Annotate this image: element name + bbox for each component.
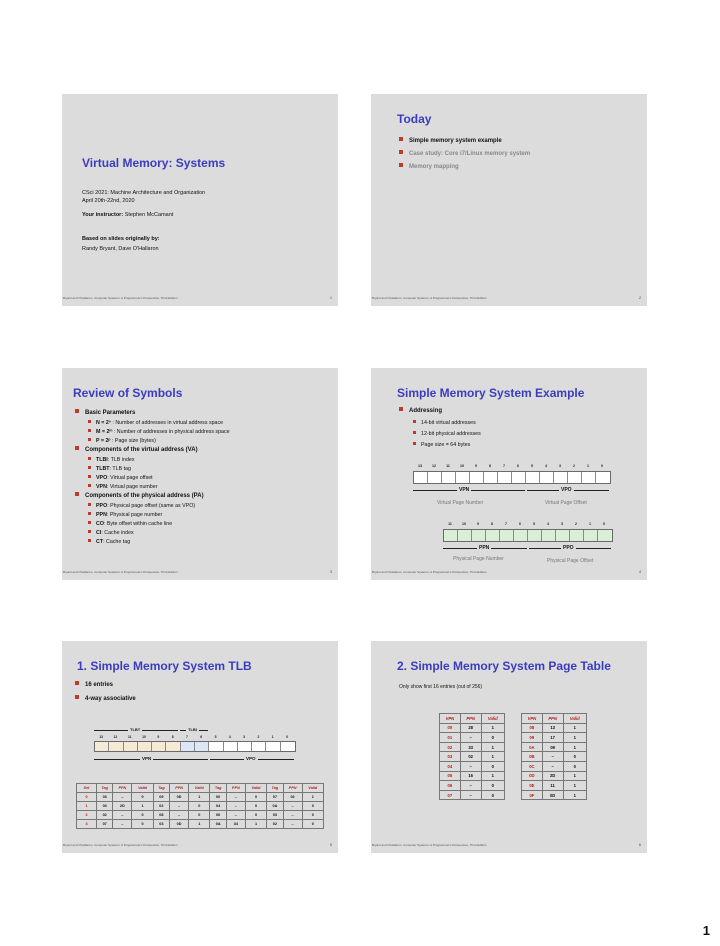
page-table-row: 0A 09 1	[522, 742, 587, 752]
slide-3	[62, 368, 338, 580]
tlb-row: 0 03 – 0 09 0D 1 00 – 0 07 02 1	[77, 793, 324, 802]
page-table-row: 05 16 1	[440, 771, 505, 781]
page-table-row: 08 13 1	[522, 723, 587, 733]
slide-title: Simple Memory System Example	[397, 386, 585, 400]
slide-number: 5	[330, 843, 332, 847]
page-table-row: 0F 0D 1	[522, 790, 587, 800]
vpo-long-label: Virtual Page Offset	[545, 500, 587, 506]
slide-number: 3	[330, 570, 332, 574]
tlb-item: 16 entries	[75, 682, 113, 688]
slide-1	[62, 94, 338, 306]
tlb-row: 3 07 – 0 03 0D 1 0A 34 1 02 – 0	[77, 820, 324, 829]
page-table-row: 0D 2D 1	[522, 771, 587, 781]
bullet-icon	[75, 492, 79, 496]
physical-address-bits	[443, 529, 613, 542]
agenda-item: Simple memory system example	[399, 138, 502, 144]
slide-number: 4	[639, 570, 641, 574]
symbol-item: PPO: Physical page offset (same as VPO)	[88, 503, 195, 509]
symbol-item: TLBI: TLB index	[88, 457, 134, 463]
instructor-label: Your instructor:	[82, 212, 124, 218]
ppn-long-label: Physical Page Number	[453, 556, 504, 562]
symbol-item: TLBT: TLB tag	[88, 466, 131, 472]
vpo-label: VPO	[246, 756, 256, 761]
page-table-right	[521, 713, 587, 800]
symbol-item: VPO: Virtual page offset	[88, 475, 153, 481]
slide-footer: Bryant and O'Hallaron, Computer Systems: A Programmer's Perspective, Third Edition	[63, 296, 178, 300]
bullet-icon	[88, 466, 91, 469]
page-table-row: 06 – 0	[440, 781, 505, 791]
symbol-item: P = 2ᵖ : Page size (bytes)	[88, 438, 156, 444]
virtual-address-bits	[413, 471, 611, 484]
physical-bit-numbers: 11 10 9 8 7 6 5 4 3 2 1 0	[448, 522, 605, 526]
ppo-label: PPO	[563, 545, 574, 551]
page-table-row: 09 17 1	[522, 733, 587, 743]
page-number: 1	[702, 923, 710, 938]
bullet-icon	[88, 512, 91, 515]
section-virtual-address: Components of the virtual address (VA)	[75, 447, 198, 453]
tlb-bit-numbers: 13 12 11 10 9 8 7 6 5 4 3 2 1 0	[99, 735, 288, 739]
slide-6	[371, 641, 647, 853]
tlb-header-row: Set Tag PPN Valid Tag PPN Valid Tag PPN Valid Tag PPN Valid	[77, 784, 324, 793]
addressing-item: 12-bit physical addresses	[413, 431, 481, 437]
section-addressing: Addressing	[399, 408, 442, 414]
slide-5	[62, 641, 338, 853]
page-table-header-row: VPN PPN Valid	[440, 714, 505, 724]
slide-title: 2. Simple Memory System Page Table	[397, 659, 611, 673]
vpn-label: VPN	[142, 756, 152, 761]
bullet-icon	[88, 484, 91, 487]
slide-title: 1. Simple Memory System TLB	[77, 659, 252, 673]
slide-4	[371, 368, 647, 580]
bullet-icon	[399, 150, 403, 154]
page-table-row: 0C – 0	[522, 761, 587, 771]
based-on-label: Based on slides originally by:	[82, 236, 160, 242]
slide-2	[371, 94, 647, 306]
symbol-item: CT: Cache tag	[88, 539, 130, 545]
vpn-label: VPN	[459, 487, 470, 493]
authors: Randy Bryant, Dave O'Hallaron	[82, 246, 159, 252]
page-table-row: 0E 11 1	[522, 781, 587, 791]
symbol-item: CO: Byte offset within cache line	[88, 521, 172, 527]
bullet-icon	[88, 503, 91, 506]
bullet-icon	[88, 539, 91, 542]
tlb-row: 2 02 – 0 08 – 0 06 – 0 03 – 0	[77, 811, 324, 820]
vpo-label: VPO	[561, 487, 572, 493]
vpn-long-label: Virtual Page Number	[437, 500, 484, 506]
page-table-row: 00 28 1	[440, 723, 505, 733]
ppn-label: PPN	[479, 545, 490, 551]
symbol-item: PPN: Physical page number	[88, 512, 162, 518]
bullet-icon	[88, 475, 91, 478]
bullet-icon	[399, 163, 403, 167]
section-physical-address: Components of the physical address (PA)	[75, 493, 204, 499]
bullet-icon	[399, 407, 403, 411]
symbol-item: M = 2ᵐ : Number of addresses in physical address space	[88, 429, 230, 435]
bullet-icon	[88, 438, 91, 441]
slide-footer: Bryant and O'Hallaron, Computer Systems: A Programmer's Perspective, Third Edition	[63, 570, 178, 574]
slide-footer: Bryant and O'Hallaron, Computer Systems: A Programmer's Perspective, Third Edition	[63, 843, 178, 847]
tlb-item: 4-way associative	[75, 696, 136, 702]
slide-title: Virtual Memory: Systems	[82, 156, 226, 170]
agenda-item: Memory mapping	[399, 164, 459, 170]
symbol-item: VPN: Virtual page number	[88, 484, 157, 490]
tlbi-label: TLBI	[188, 727, 197, 732]
instructor-name: Stephen McCamant	[124, 212, 174, 218]
tlb-address-bits	[94, 741, 296, 752]
addressing-item: 14-bit virtual addresses	[413, 420, 476, 426]
slide-title: Review of Symbols	[73, 386, 183, 400]
virtual-bit-numbers: 13 12 11 10 9 8 7 6 5 4 3 2 1 0	[418, 464, 603, 468]
slide-title: Today	[397, 112, 432, 126]
page-table-header-row: VPN PPN Valid	[522, 714, 587, 724]
bullet-icon	[88, 429, 91, 432]
page-table-left	[439, 713, 505, 800]
tlb-table	[76, 783, 324, 829]
bullet-icon	[75, 695, 79, 699]
bullet-icon	[88, 420, 91, 423]
tlb-row: 1 03 2D 1 02 – 0 04 – 0 0A – 0	[77, 802, 324, 811]
slide-footer: Bryant and O'Hallaron, Computer Systems: A Programmer's Perspective, Third Edition	[372, 296, 487, 300]
symbol-item: CI: Cache index	[88, 530, 134, 536]
lecture-dates: April 20th-22nd, 2020	[82, 198, 135, 204]
symbol-item: N = 2ⁿ : Number of addresses in virtual address space	[88, 420, 223, 426]
bullet-icon	[75, 446, 79, 450]
section-basic-params: Basic Parameters	[75, 410, 135, 416]
bullet-icon	[88, 521, 91, 524]
bullet-icon	[88, 530, 91, 533]
slide-number: 6	[639, 843, 641, 847]
instructor-line	[82, 212, 173, 218]
bullet-icon	[75, 681, 79, 685]
agenda-item: Case study: Core i7/Linux memory system	[399, 151, 530, 157]
bullet-icon	[413, 431, 416, 434]
bullet-icon	[413, 420, 416, 423]
page-table-row: 01 – 0	[440, 733, 505, 743]
bullet-icon	[399, 137, 403, 141]
slide-footer: Bryant and O'Hallaron, Computer Systems: A Programmer's Perspective, Third Edition	[372, 570, 487, 574]
slide-number: 1	[330, 296, 332, 300]
page-table-row: 04 – 0	[440, 761, 505, 771]
page-table-row: 03 02 1	[440, 752, 505, 762]
page-table-row: 07 – 0	[440, 790, 505, 800]
bullet-icon	[88, 457, 91, 460]
page-table-row: 02 33 1	[440, 742, 505, 752]
addressing-item: Page size = 64 bytes	[413, 442, 470, 448]
tlbt-label: TLBT	[130, 727, 141, 732]
course-name: CSci 2021: Machine Architecture and Organization	[82, 190, 206, 196]
bullet-icon	[75, 409, 79, 413]
slide-footer: Bryant and O'Hallaron, Computer Systems: A Programmer's Perspective, Third Edition	[372, 843, 487, 847]
ppo-long-label: Physical Page Offset	[547, 558, 594, 564]
slide-number: 2	[639, 296, 641, 300]
page-table-row: 0B – 0	[522, 752, 587, 762]
page-table-note: Only show first 16 entries (out of 256)	[399, 684, 483, 690]
bullet-icon	[413, 442, 416, 445]
